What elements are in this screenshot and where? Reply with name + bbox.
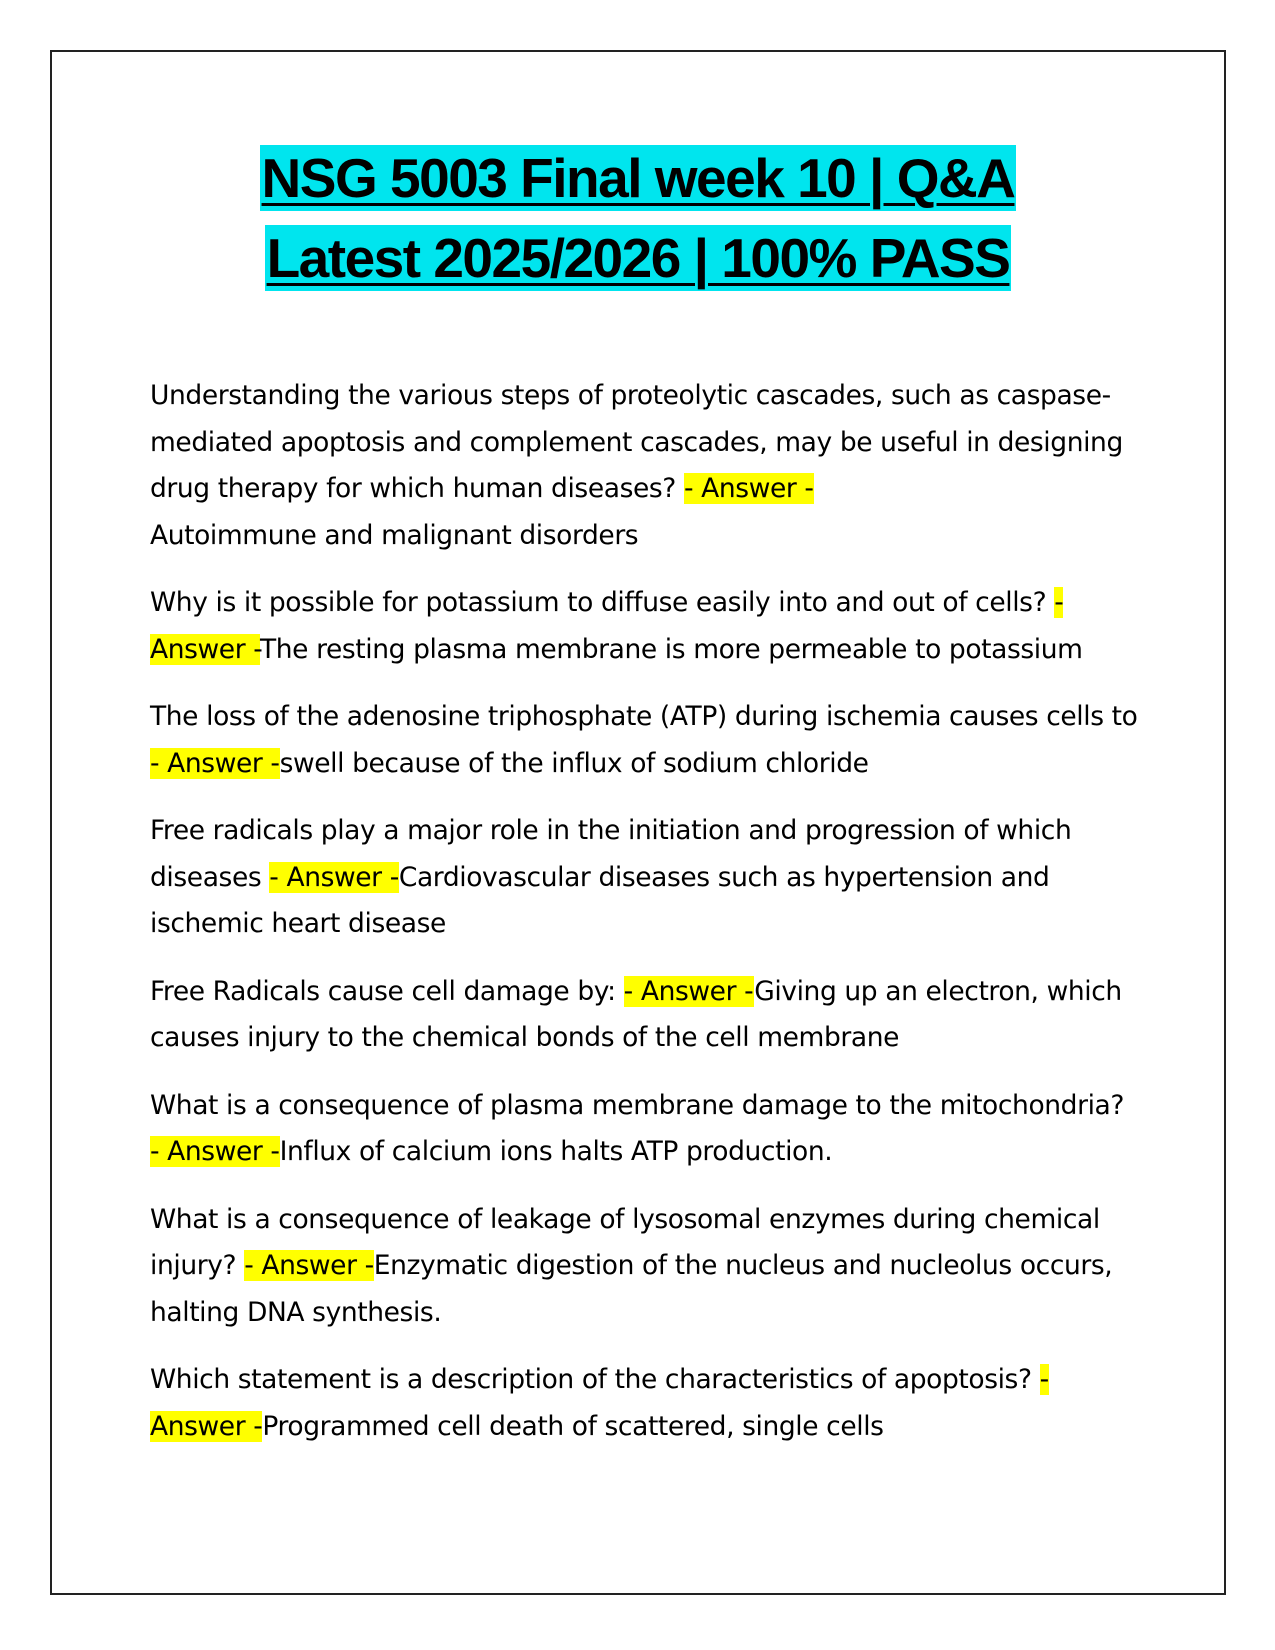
- question-text: Which statement is a description of the characteristics of apoptosis?: [150, 1364, 1040, 1395]
- qa-item: [150, 694, 1140, 787]
- answer-text: Autoimmune and malignant disorders: [150, 519, 639, 551]
- answer-text: swell because of the influx of sodium chloride: [279, 747, 869, 779]
- answer-marker: - Answer -: [150, 1364, 1049, 1442]
- answer-marker: - Answer -: [150, 1136, 280, 1167]
- question-text: Free Radicals cause cell damage by:: [150, 975, 624, 1007]
- answer-text: Cardiovascular diseases such as hypertension and ischemic heart disease: [150, 861, 1050, 939]
- qa-item: [150, 373, 1140, 559]
- answer-marker: - Answer -: [269, 861, 399, 893]
- qa-item: [150, 1083, 1140, 1176]
- answer-marker: - Answer -: [150, 587, 1064, 665]
- question-text: The loss of the adenosine triphosphate (ATP) during ischemia causes cells to: [150, 701, 1138, 732]
- question-text: What is a consequence of leakage of lysosomal enzymes during chemical injury?: [150, 1203, 1100, 1281]
- answer-marker: - Answer -: [150, 747, 280, 779]
- qa-item: [150, 1357, 1140, 1450]
- answer-marker: - Answer -: [684, 473, 814, 504]
- answer-text: Enzymatic digestion of the nucleus and nucleolus occurs, halting DNA synthesis.: [150, 1250, 1113, 1328]
- qa-item: [150, 969, 1140, 1062]
- title-line-2: Latest 2025/2026 | 100% PASS: [266, 227, 1010, 289]
- answer-marker: - Answer -: [244, 1250, 374, 1281]
- question-text: Free radicals play a major role in the initiation and progression of which diseases: [150, 815, 1072, 893]
- question-text: Understanding the various steps of proteolytic cascades, such as caspase-mediated apoptosis and complement cascades, may be useful in designing drug therapy for which human diseases?: [150, 380, 1123, 504]
- answer-text: Giving up an electron, which causes injury to the chemical bonds of the cell membrane: [150, 975, 1122, 1053]
- qa-item: [150, 808, 1140, 948]
- question-text: Why is it possible for potassium to diffuse easily into and out of cells?: [150, 587, 1055, 618]
- answer-marker: - Answer -: [623, 975, 755, 1007]
- question-text: What is a consequence of plasma membrane damage to the mitochondria?: [150, 1089, 1125, 1121]
- document-title: [50, 145, 1226, 305]
- qa-list: [150, 373, 1140, 1471]
- title-line-1: NSG 5003 Final week 10 | Q&A: [261, 147, 1015, 209]
- qa-item: [150, 580, 1140, 673]
- answer-text: Influx of calcium ions halts ATP production.: [279, 1136, 833, 1167]
- qa-item: [150, 1197, 1140, 1337]
- answer-text: Programmed cell death of scattered, single cells: [262, 1410, 884, 1442]
- answer-text: The resting plasma membrane is more permeable to potassium: [259, 633, 1083, 665]
